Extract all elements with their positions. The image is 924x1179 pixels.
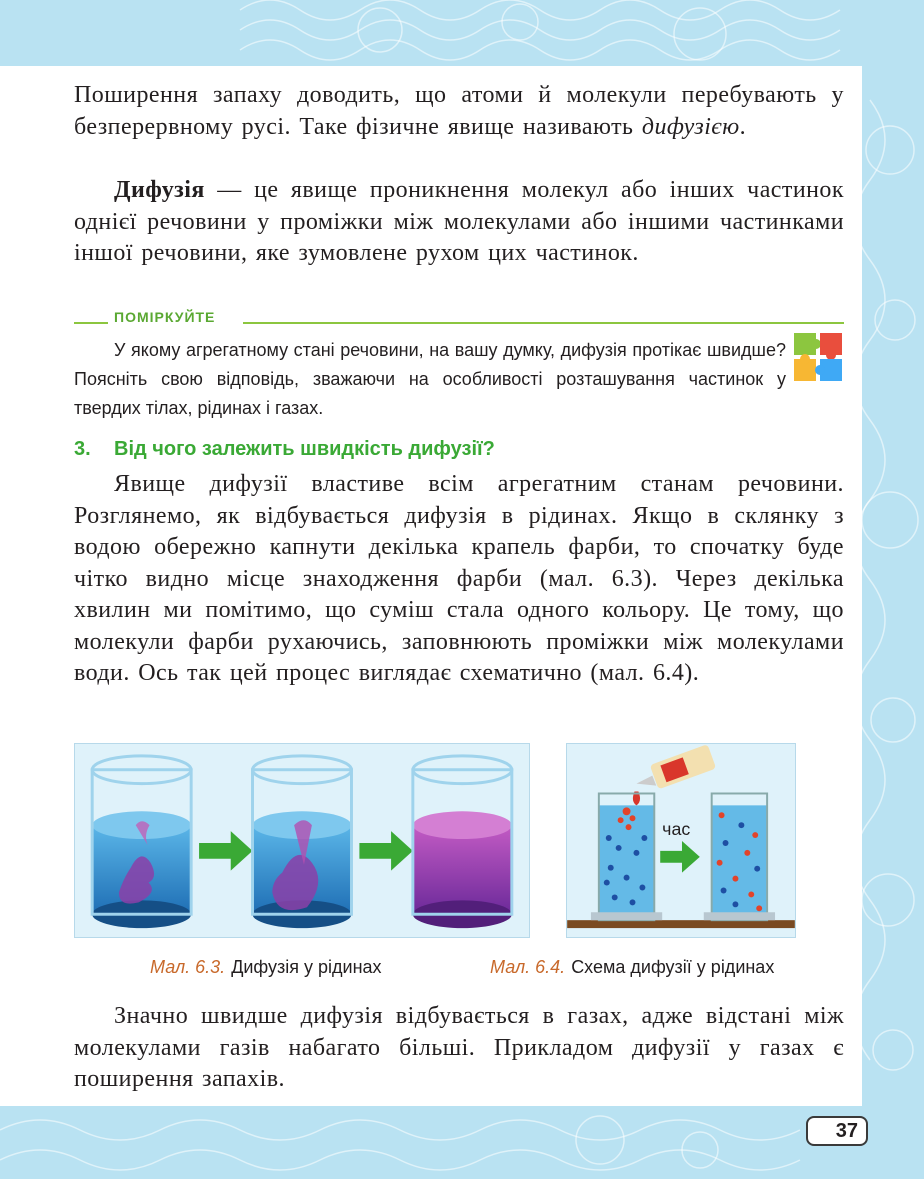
figure-diffusion-in-liquids xyxy=(74,743,530,938)
scheme-illustration xyxy=(567,744,795,937)
figure-caption-6-4 xyxy=(490,957,774,978)
page-number: 37 xyxy=(806,1116,868,1146)
paragraph-text: Значно швидше дифузія відбувається в газах, адже відстані між молекулами газів набагато більші. Прикладом дифузії у газах є поширення запахів. xyxy=(74,1003,844,1092)
caption-text: Дифузія у рідинах xyxy=(231,957,382,977)
time-label: час xyxy=(662,819,691,840)
section-number: 3. xyxy=(74,438,91,460)
term-diffusion-italic: дифузією xyxy=(641,113,740,140)
paragraph-text: Явище дифузії властиве всім агрегатним станам речовини. Розглянемо, як відбувається дифузія в рідинах. Якщо в склянку з водою обережно капнути декілька крапель фарби, то спочатку буде чітко видно місце знаходження фарби (мал. 6.3). Через декілька хвилин ми помітимо, що суміш стала одного кольору. Це тому, що молекули фарби рухаючись, заповнюють проміжки між молекулами води. Ось так цей процес виглядає схематично (мал. 6.4). xyxy=(74,471,844,686)
think-divider-left xyxy=(74,322,108,324)
definition-text: — це явище проникнення молекул або інших частинок однієї речовини у проміжки між молекулами або іншими частинками іншої речовини, яке зумовлене рухом цих частинок. xyxy=(74,177,844,266)
beaker-1 xyxy=(92,756,191,928)
section-title: Від чого залежить швидкість дифузії? xyxy=(114,438,495,460)
paragraph-diffusion-intro xyxy=(74,80,844,143)
paragraph-end: . xyxy=(739,113,747,140)
figure-diffusion-scheme xyxy=(566,743,796,938)
think-question xyxy=(74,336,786,423)
term-diffusion-bold: Дифузія xyxy=(114,177,205,203)
dropper-bottle xyxy=(633,744,716,805)
beaker-3 xyxy=(413,756,512,928)
caption-label: Мал. 6.3. xyxy=(150,957,226,977)
paragraph-gas-diffusion xyxy=(74,1001,844,1096)
think-divider-right xyxy=(243,322,844,324)
figure-caption-6-3 xyxy=(150,957,382,978)
beakers-illustration xyxy=(75,744,529,937)
paragraph-liquid-diffusion xyxy=(74,469,844,690)
paragraph-diffusion-definition xyxy=(74,175,844,270)
paragraph-text: Поширення запаху доводить, що атоми й молекули перебувають у безперервному русі. Таке фізичне явище називають xyxy=(74,82,844,140)
think-label: ПОМІРКУЙТЕ xyxy=(114,309,216,325)
caption-label: Мал. 6.4. xyxy=(490,957,566,977)
section-heading xyxy=(74,438,495,461)
caption-text: Схема дифузії у рідинах xyxy=(571,957,775,977)
think-question-text: У якому агрегатному стані речовини, на вашу думку, дифузія протікає швидше? Поясніть свою відповідь, зважаючи на особливості розташування частинок у твердих тілах, рідинах і газах. xyxy=(74,340,786,418)
beaker-2 xyxy=(253,756,352,928)
puzzle-icon xyxy=(792,331,844,383)
cylinder-before xyxy=(591,793,662,920)
cylinder-after xyxy=(704,793,775,920)
